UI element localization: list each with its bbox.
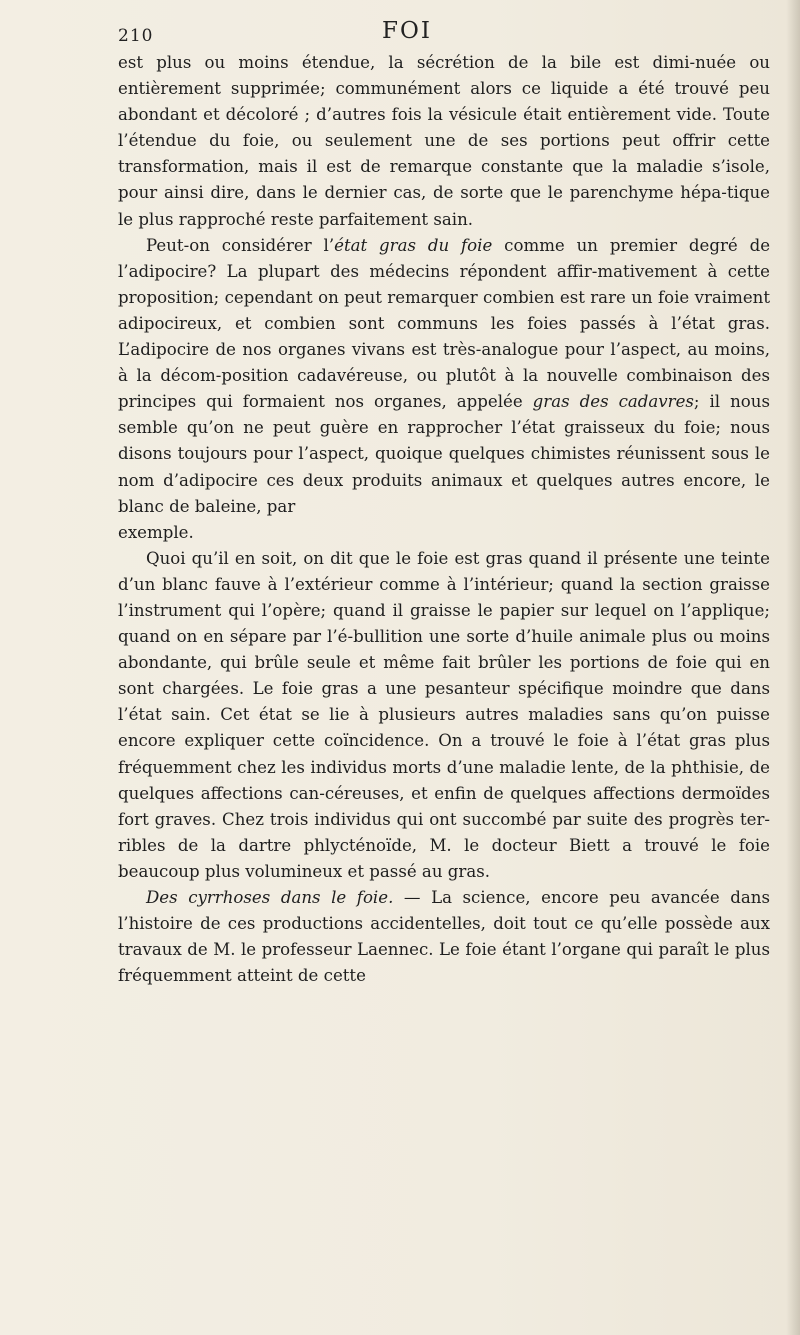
paragraph	[118, 520, 770, 546]
page-header	[118, 18, 768, 48]
running-head: FOI	[382, 18, 432, 44]
text-run: exemple.	[118, 522, 194, 542]
text-run: est plus ou moins étendue, la sécrétion de la bile est dimi-nuée ou entièrement supprimée; communément alors ce liquide a été trouvé peu abondant et décoloré ; d’autres fois la vésicule était entièrement vide. Toute l’étendue du foie, ou seulement une de ses portions peut offrir cette transformation, mais il est de remarque constante que la maladie s’isole, pour ainsi dire, dans le dernier cas, de sorte que le parenchyme hépa-tique le plus rapproché reste parfaitement sain.	[118, 53, 770, 229]
italic-term: état gras du foie	[334, 235, 493, 255]
section-heading: Des cyrrhoses dans le foie.	[146, 888, 394, 907]
paragraph	[118, 546, 770, 885]
paragraph	[118, 50, 770, 233]
body-text	[118, 50, 770, 989]
italic-term: gras des cadavres	[532, 392, 694, 412]
page-edge-shadow	[786, 0, 800, 1335]
text-run: Peut-on considérer l’	[146, 235, 335, 255]
paragraph	[118, 885, 770, 989]
text-run: ; il nous semble qu’on ne peut guère en rapprocher l’état graisseux du foie; nous disons toujours pour l’aspect, quoique quelques chimistes réunissent sous le nom d’adipocire ces deux produits animaux et quelques autres encore, le blanc de baleine, par	[118, 392, 770, 516]
text-run: Quoi qu’il en soit, on dit que le foie est gras quand il présente une teinte d’un blanc fauve à l’extérieur comme à l’intérieur; quand la section graisse l’instrument qui l’opère; quand il graisse le papier sur lequel on l’applique; quand on en sépare par l’é-bullition une sorte d’huile animale plus ou moins abondante, qui brûle seule et même fait brûler les portions de foie qui en sont chargées. Le foie gras a une pesanteur spécifique moindre que dans l’état sain. Cet état se lie à plusieurs autres maladies sans qu’on puisse encore expliquer cette coïncidence. On a trouvé le foie à l’état gras plus fréquemment chez les individus morts d’une maladie lente, de la phthisie, de quelques affections can-céreuses, et enfin de quelques affections dermoïdes fort graves. Chez trois individus qui ont succombé par suite des progrès ter-ribles de la dartre phlycténoïde, M. le docteur Biett a trouvé le foie beaucoup plus volumineux et passé au gras.	[118, 548, 770, 881]
paragraph	[118, 233, 770, 520]
page-number: 210	[118, 26, 154, 46]
text-run: — La science, encore peu avancée dans l’histoire de ces productions accidentelles, doit tout ce qu’elle possède aux travaux de M. le professeur Laennec. Le foie étant l’organe qui paraît le plus fréquemment atteint de cette	[118, 888, 770, 986]
text-run: comme un premier degré de l’adipocire? La plupart des médecins répondent affir-mativement à cette proposition; cependant on peut remarquer combien est rare un foie vraiment adipocireux, et combien sont communs les foies passés à l’état gras. L’adipocire de nos organes vivans est très-analogue pour l’aspect, au moins, à la décom-position cadavéreuse, ou plutôt à la nouvelle combinaison des principes qui formaient nos organes, appelée	[118, 235, 771, 412]
